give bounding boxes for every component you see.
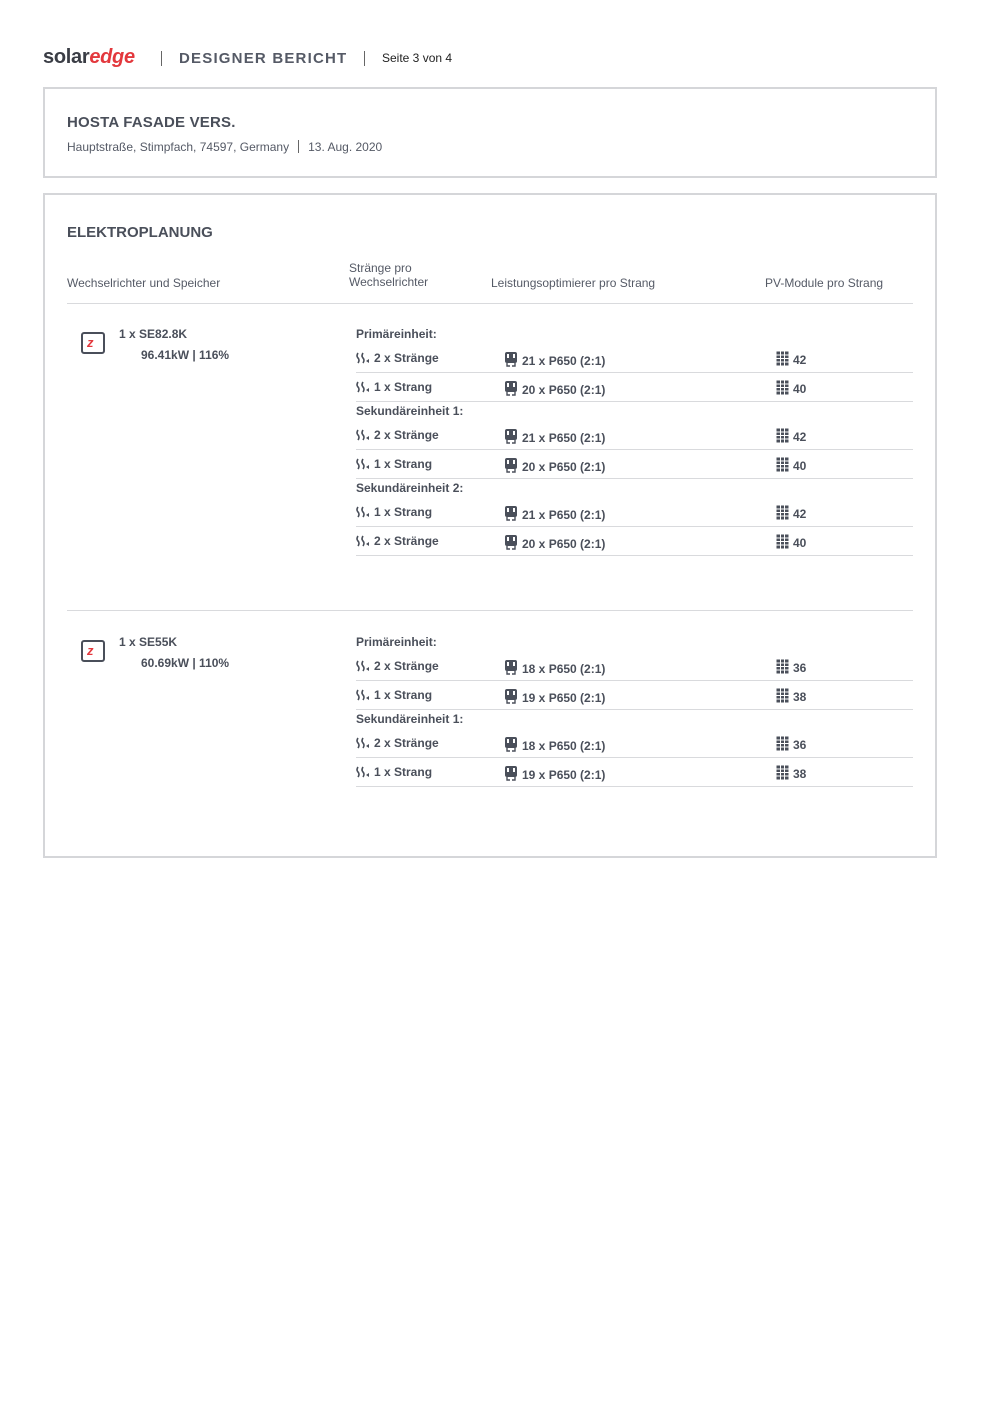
optimizer-count: 18 x P650 (2:1)	[504, 659, 605, 676]
inverter-name: 1 x SE55K	[119, 635, 178, 649]
strings-count: 2 x Stränge	[356, 659, 439, 673]
row-divider	[356, 786, 913, 787]
optimizer-count: 21 x P650 (2:1)	[504, 351, 605, 368]
string-row	[356, 450, 913, 479]
string-icon	[356, 689, 370, 701]
col-header-modules: PV-Module pro Strang	[765, 276, 884, 290]
elektroplanung-section	[43, 193, 937, 858]
strings-count: 1 x Strang	[356, 688, 432, 702]
strings-count: 1 x Strang	[356, 765, 432, 779]
solaredge-logo	[43, 46, 135, 69]
unit-label: Sekundäreinheit 1:	[356, 712, 464, 726]
strings-count: 1 x Strang	[356, 505, 432, 519]
string-row	[356, 758, 913, 787]
strings-count: 2 x Stränge	[356, 428, 439, 442]
optimizer-icon	[504, 505, 518, 521]
module-count: 40	[776, 534, 806, 550]
module-count: 36	[776, 736, 806, 752]
pv-module-icon	[776, 765, 789, 780]
page-number: Seite 3 von 4	[382, 51, 453, 65]
string-icon	[356, 458, 370, 470]
unit-label: Sekundäreinheit 2:	[356, 481, 464, 495]
col-header-strings-line1: Stränge pro	[349, 261, 412, 275]
pv-module-icon	[776, 428, 789, 443]
string-icon	[356, 381, 370, 393]
project-box	[43, 87, 937, 178]
module-count: 42	[776, 505, 806, 521]
optimizer-icon	[504, 688, 518, 704]
module-count: 38	[776, 765, 806, 781]
module-count: 42	[776, 351, 806, 367]
project-address: Hauptstraße, Stimpfach, 74597, Germany	[67, 140, 290, 154]
row-divider	[356, 555, 913, 556]
col-header-strings-line2: Wechselrichter	[349, 275, 429, 289]
optimizer-icon	[504, 659, 518, 675]
project-name: HOSTA FASADE VERS.	[67, 114, 236, 131]
optimizer-count: 20 x P650 (2:1)	[504, 380, 605, 397]
optimizer-count: 19 x P650 (2:1)	[504, 688, 605, 705]
optimizer-icon	[504, 380, 518, 396]
optimizer-icon	[504, 765, 518, 781]
optimizer-icon	[504, 736, 518, 752]
string-row	[356, 498, 913, 527]
optimizer-count: 20 x P650 (2:1)	[504, 534, 605, 551]
strings-count: 1 x Strang	[356, 457, 432, 471]
unit-label: Primäreinheit:	[356, 327, 437, 341]
unit-label: Primäreinheit:	[356, 635, 437, 649]
strings-count: 1 x Strang	[356, 380, 432, 394]
inverter-power: 96.41kW | 116%	[141, 348, 230, 362]
optimizer-count: 21 x P650 (2:1)	[504, 505, 605, 522]
pv-module-icon	[776, 688, 789, 703]
address-divider	[298, 140, 299, 153]
string-icon	[356, 535, 370, 547]
pv-module-icon	[776, 505, 789, 520]
row-divider	[356, 401, 913, 402]
string-row	[356, 373, 913, 402]
optimizer-count: 19 x P650 (2:1)	[504, 765, 605, 782]
string-icon	[356, 660, 370, 672]
optimizer-icon	[504, 351, 518, 367]
pv-module-icon	[776, 351, 789, 366]
string-icon	[356, 766, 370, 778]
project-date: 13. Aug. 2020	[308, 140, 383, 154]
logo-solar-text: solar	[43, 46, 90, 68]
string-icon	[356, 352, 370, 364]
string-row	[356, 681, 913, 710]
pv-module-icon	[776, 736, 789, 751]
optimizer-icon	[504, 428, 518, 444]
module-count: 42	[776, 428, 806, 444]
optimizer-count: 18 x P650 (2:1)	[504, 736, 605, 753]
module-count: 36	[776, 659, 806, 675]
row-divider	[356, 478, 913, 479]
inverter-power: 60.69kW | 110%	[141, 656, 230, 670]
col-header-optimizer: Leistungsoptimierer pro Strang	[491, 276, 656, 290]
col-header-inverter: Wechselrichter und Speicher	[67, 276, 221, 290]
col-header-strings	[349, 261, 428, 289]
unit-label: Sekundäreinheit 1:	[356, 404, 464, 418]
inverter-icon: z	[81, 640, 105, 662]
strings-count: 2 x Stränge	[356, 534, 439, 548]
inverter-divider	[67, 610, 913, 611]
pv-module-icon	[776, 380, 789, 395]
strings-count: 2 x Stränge	[356, 351, 439, 365]
string-row	[356, 344, 913, 373]
pv-module-icon	[776, 659, 789, 674]
string-icon	[356, 506, 370, 518]
header-divider-line	[67, 303, 913, 304]
project-address-line	[67, 140, 382, 154]
header-divider	[364, 51, 365, 66]
inverter-name: 1 x SE82.8K	[119, 327, 188, 341]
pv-module-icon	[776, 534, 789, 549]
row-divider	[356, 709, 913, 710]
optimizer-count: 21 x P650 (2:1)	[504, 428, 605, 445]
string-row	[356, 729, 913, 758]
section-title: ELEKTROPLANUNG	[67, 224, 213, 241]
string-row	[356, 652, 913, 681]
optimizer-count: 20 x P650 (2:1)	[504, 457, 605, 474]
strings-count: 2 x Stränge	[356, 736, 439, 750]
string-icon	[356, 429, 370, 441]
logo-edge-text: edge	[89, 46, 135, 68]
optimizer-icon	[504, 457, 518, 473]
inverter-icon: z	[81, 332, 105, 354]
string-row	[356, 527, 913, 556]
string-row	[356, 421, 913, 450]
string-icon	[356, 737, 370, 749]
module-count: 40	[776, 457, 806, 473]
report-title: DESIGNER BERICHT	[179, 50, 348, 67]
header-divider	[161, 51, 162, 66]
optimizer-icon	[504, 534, 518, 550]
report-header	[43, 46, 943, 72]
module-count: 38	[776, 688, 806, 704]
pv-module-icon	[776, 457, 789, 472]
module-count: 40	[776, 380, 806, 396]
